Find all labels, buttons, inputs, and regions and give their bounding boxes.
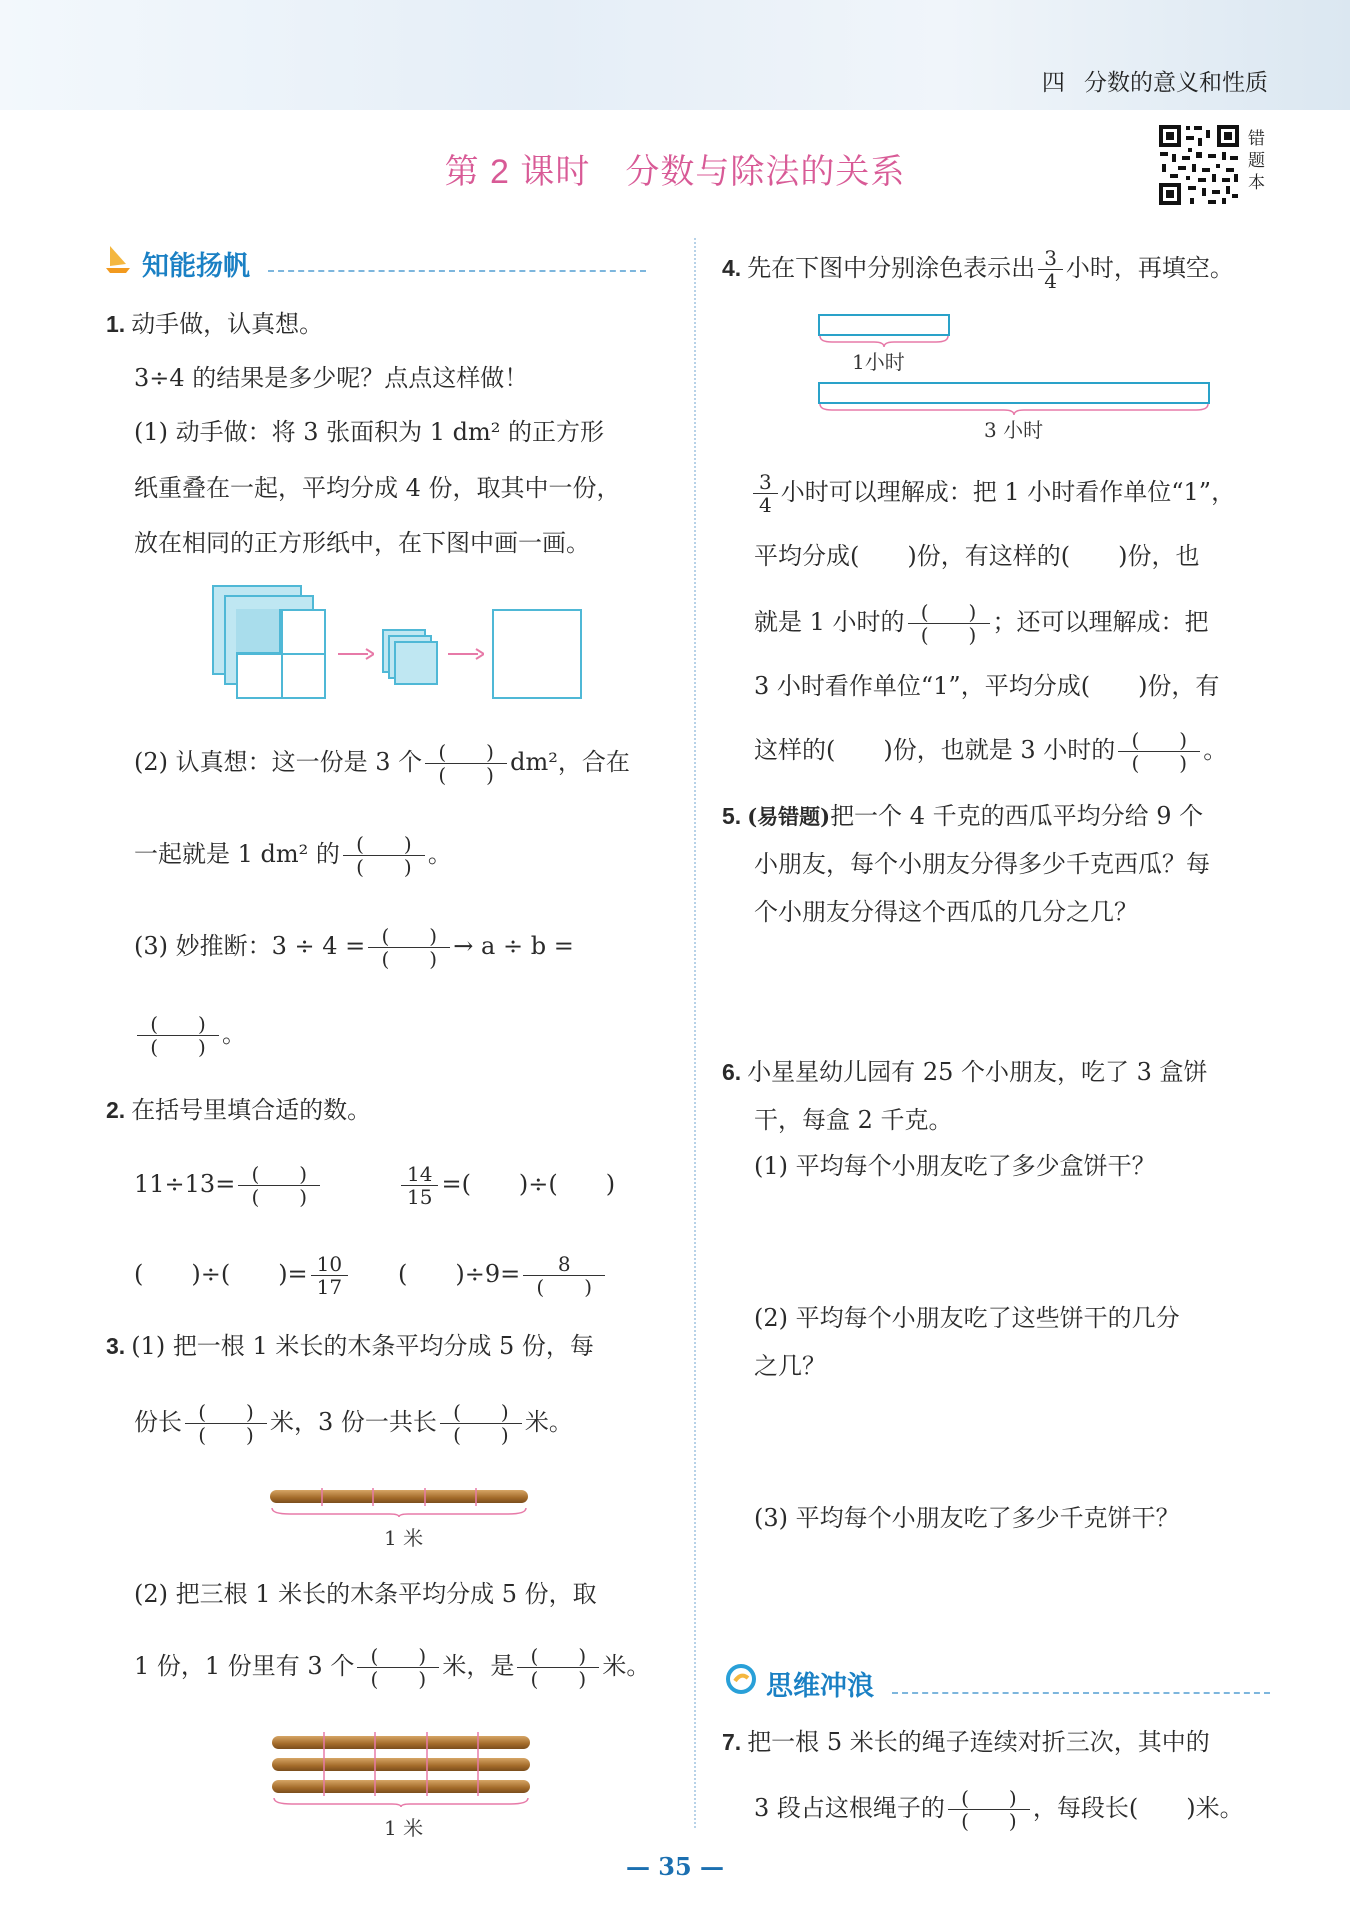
q2-expr-3: ( )÷( )= $\frac{10}{17}$ <box>134 1250 351 1298</box>
q2-expr-4-blank[interactable]: $\frac{8}{( )}$ <box>523 1253 605 1298</box>
q2-expr-1-blank[interactable]: $\frac{( )}{( )}$ <box>238 1163 320 1208</box>
q1-part3-line2: $\frac{( )}{( )}$ 。 <box>134 1010 246 1058</box>
q6-sub-3: (3) 平均每个小朋友吃了多少千克饼干？ <box>754 1504 1180 1532</box>
q3-caption-2: 1 米 <box>384 1816 424 1840</box>
q2-expr-2: $\frac{14}{15}$ =( )÷( ) <box>398 1160 615 1208</box>
q5-line-3: 个小朋友分得这个西瓜的几分之几？ <box>754 898 1138 926</box>
qr-code-icon[interactable] <box>1156 122 1242 208</box>
column-divider <box>694 238 696 1828</box>
q2-title: 2. 在括号里填合适的数。 <box>106 1096 372 1124</box>
q4-line-3: 就是 1 小时的 $\frac{( )}{( )}$ ；还可以理解成：把 <box>754 600 1209 647</box>
q6-line-2: 干，每盒 2 千克。 <box>754 1106 953 1134</box>
q4-line-2: 平均分成( )份，有这样的( )份，也 <box>754 542 1200 570</box>
q3-part1-blank-1[interactable]: $\frac{( )}{( )}$ <box>185 1401 267 1446</box>
q1-part2-blank-fraction-2[interactable]: $\frac{( )}{( )}$ <box>343 833 425 878</box>
wood-stick-ticks <box>270 1488 528 1518</box>
q4-title: 4. 先在下图中分别涂色表示出 $\frac{3}{4}$ 小时，再填空。 <box>722 246 1234 293</box>
q4-line-1: $\frac{3}{4}$ 小时可以理解成：把 1 小时看作单位“1”， <box>750 468 1235 516</box>
q3-part2-blank-1[interactable]: $\frac{( )}{( )}$ <box>357 1645 439 1690</box>
lesson-title: 第 2 课时 分数与除法的关系 <box>444 153 906 191</box>
q1-part3-blank-fraction[interactable]: $\frac{( )}{( )}$ <box>368 925 450 970</box>
q6-sub-2-line2: 之几？ <box>754 1352 826 1380</box>
section-zhineng: 知能扬帆 <box>142 251 250 281</box>
q3-part1-blank-2[interactable]: $\frac{( )}{( )}$ <box>440 1401 522 1446</box>
q4-line-4: 3 小时看作单位“1”，平均分成( )份，有 <box>754 672 1220 700</box>
q4-bar-1-label: 1小时 <box>852 350 905 374</box>
q7-blank-fraction[interactable]: $\frac{( )}{( )}$ <box>948 1787 1030 1832</box>
section-siwei-line <box>892 1692 1270 1694</box>
wave-icon <box>726 1664 756 1698</box>
q5-line-2: 小朋友，每个小朋友分得多少千克西瓜？每 <box>754 850 1210 878</box>
q4-blank-fraction-1[interactable]: $\frac{( )}{( )}$ <box>908 601 990 646</box>
q1-part1-line3: 放在相同的正方形纸中，在下图中画一画。 <box>134 529 590 557</box>
q5-tag: (易错题) <box>747 804 831 829</box>
q1-part3-line1: (3) 妙推断：3 ÷ 4 = $\frac{( )}{( )}$ → a ÷ b = <box>134 924 574 971</box>
page-number: — 35 — <box>625 1852 725 1881</box>
q3-caption-1: 1 米 <box>384 1526 424 1550</box>
chapter-heading <box>1042 64 1268 97</box>
q1-title: 1. 动手做，认真想。 <box>106 310 324 338</box>
chapter-title: 分数的意义和性质 <box>1084 69 1268 95</box>
q3-part2-blank-2[interactable]: $\frac{( )}{( )}$ <box>517 1645 599 1690</box>
q4-bar-3-hours[interactable] <box>818 382 1210 404</box>
q5-line-1: 5. (易错题)把一个 4 千克的西瓜平均分给 9 个 <box>722 802 1204 830</box>
q7-line-1: 7. 把一根 5 米长的绳子连续对折三次，其中的 <box>722 1728 1210 1756</box>
q1-intro: 3÷4 的结果是多少呢？点点这样做！ <box>134 364 529 392</box>
chapter-number: 四 <box>1041 69 1065 95</box>
q1-part1-line2: 纸重叠在一起，平均分成 4 份，取其中一份， <box>134 474 621 502</box>
q2-expr-1: 11÷13= $\frac{( )}{( )}$ <box>134 1160 323 1208</box>
q3-part1-line2: 份长 $\frac{( )}{( )}$ 米，3 份一共长 $\frac{( )}{( )}$ 米。 <box>134 1400 573 1447</box>
section-zhineng-line <box>268 270 646 272</box>
q1-part2-line2: 一起就是 1 dm² 的 $\frac{( )}{( )}$ 。 <box>134 832 452 879</box>
q1-part3-blank-fraction-2[interactable]: $\frac{( )}{( )}$ <box>137 1013 219 1058</box>
wood-stick-three-ticks <box>272 1732 530 1808</box>
q4-blank-fraction-2[interactable]: $\frac{( )}{( )}$ <box>1118 729 1200 774</box>
q6-sub-2-line1: (2) 平均每个小朋友吃了这些饼干的几分 <box>754 1304 1180 1332</box>
q1-part2-blank-fraction[interactable]: $\frac{( )}{( )}$ <box>425 741 507 786</box>
q1-square-figure <box>212 585 592 705</box>
q2-expr-4: ( )÷9= $\frac{8}{( )}$ <box>398 1250 608 1298</box>
q3-part2-line1: (2) 把三根 1 米长的木条平均分成 5 份，取 <box>134 1580 597 1608</box>
q6-line-1: 6. 小星星幼儿园有 25 个小朋友，吃了 3 盒饼 <box>722 1058 1208 1086</box>
sail-icon <box>104 244 132 278</box>
qr-label: 错题本 <box>1248 129 1265 192</box>
section-siwei: 思维冲浪 <box>766 1671 874 1701</box>
q4-line-5: 这样的( )份，也就是 3 小时的 $\frac{( )}{( )}$ 。 <box>754 728 1228 775</box>
q3-part2-line2: 1 份，1 份里有 3 个 $\frac{( )}{( )}$ 米，是 $\frac{( )}{( )}$ 米。 <box>134 1644 651 1691</box>
q7-line-2: 3 段占这根绳子的 $\frac{( )}{( )}$ ，每段长( )米。 <box>754 1786 1244 1833</box>
q1-part1-line1: (1) 动手做：将 3 张面积为 1 dm² 的正方形 <box>134 418 605 446</box>
q4-bar-1-hour[interactable] <box>818 314 950 336</box>
q3-part1-line1: 3. (1) 把一根 1 米长的木条平均分成 5 份，每 <box>106 1332 594 1360</box>
q6-sub-1: (1) 平均每个小朋友吃了多少盒饼干？ <box>754 1152 1156 1180</box>
q1-part2-line1: (2) 认真想：这一份是 3 个 $\frac{( )}{( )}$ dm²，合在 <box>134 740 630 787</box>
q4-bar-3-label: 3 小时 <box>984 418 1044 442</box>
